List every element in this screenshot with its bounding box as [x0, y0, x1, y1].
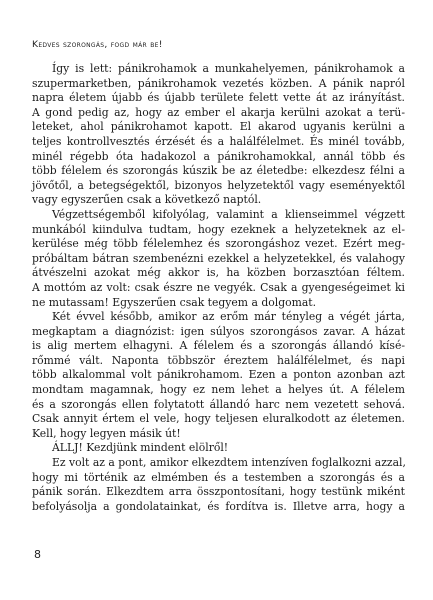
text-line: kerülése még több félelemhez és szorongáshoz vezet. Ezért meg-: [32, 237, 405, 251]
text-line: próbáltam bátran szembenézni ezekkel a helyzetekkel, és valahogy: [32, 251, 405, 265]
text-line: minél régebb óta hadakozol a pánikrohamokkal, annál több és: [32, 149, 405, 163]
text-line: jövőtől, a betegségektől, bizonyos helyzetektől vagy eseményektől: [32, 178, 405, 192]
text-line: több alkalommal volt pánikrohamom. Ezen a ponton azonban azt: [32, 368, 405, 382]
text-line: Csak annyit értem el vele, hogy teljesen eluralkodott az életemen.: [32, 412, 405, 426]
text-line: rőmmé vált. Naponta többször éreztem halálfélelmet, és napi: [32, 353, 405, 367]
text-line: Két évvel később, amikor az erőm már tényleg a végét járta,: [52, 310, 405, 324]
text-line: ÁLLJ! Kezdjünk mindent elölről!: [52, 441, 229, 455]
text-line: megkaptam a diagnózist: igen súlyos szorongásos zavar. A házat: [32, 324, 405, 338]
text-line: vagy egyszerűen csak a következő naptól.: [32, 193, 262, 207]
text-line: Végzettségemből kifolyólag, valamint a klienseimmel végzett: [52, 207, 405, 221]
text-line: hogy mi történik az elmémben és a testemben a szorongás és a: [32, 470, 405, 484]
text-line: pánik során. Elkezdtem arra összpontosítani, hogy testünk miként: [32, 485, 405, 499]
text-line: mondtam magamnak, hogy ez nem lehet a helyes út. A félelem: [32, 383, 405, 397]
body-text: [32, 62, 405, 514]
text-line: Kell, hogy legyen másik út!: [32, 426, 181, 440]
text-line: teljes kontrollvesztés érzését és a halálfélelmet. És minél tovább,: [32, 134, 405, 148]
text-line: és a szorongás ellen folytatott állandó harc nem vezetett sehová.: [32, 397, 405, 411]
text-line: leteket, ahol pánikrohamot kapott. El akarod ugyanis kerülni a: [32, 120, 405, 134]
text-line: több félelem és szorongás kúszik be az életedbe: elkezdesz félni a: [32, 164, 405, 178]
text-line: átvészelni azokat még akkor is, ha közben borzasztóan féltem.: [32, 266, 405, 280]
page-number: 8: [34, 548, 41, 561]
running-head: Kedves szorongás, fogd már be!: [32, 39, 163, 50]
text-line: A gond pedig az, hogy az ember el akarja kerülni azokat a terü-: [32, 105, 405, 119]
text-line: Így is lett: pánikrohamok a munkahelyemen, pánikrohamok a: [52, 62, 405, 75]
text-line: ne mutassam! Egyszerűen csak tegyem a dolgomat.: [32, 295, 317, 309]
text-line: napra életem újabb és újabb területe felett vette át az irányítást.: [32, 91, 405, 105]
text-line: szupermarketben, pánikrohamok vezetés közben. A pánik napról: [32, 76, 405, 90]
text-line: is alig mertem elhagyni. A félelem és a szorongás állandó kísé-: [32, 339, 405, 353]
text-line: munkából kiindulva tudtam, hogy ezeknek a helyzeteknek az el-: [32, 222, 405, 236]
text-line: Ez volt az a pont, amikor elkezdtem intenzíven foglalkozni azzal,: [52, 456, 406, 470]
text-line: A mottóm az volt: csak észre ne vegyék. Csak a gyengeségeimet ki: [32, 280, 405, 294]
text-line: befolyásolja a gondolatainkat, és fordítva is. Illetve arra, hogy a: [32, 499, 405, 513]
